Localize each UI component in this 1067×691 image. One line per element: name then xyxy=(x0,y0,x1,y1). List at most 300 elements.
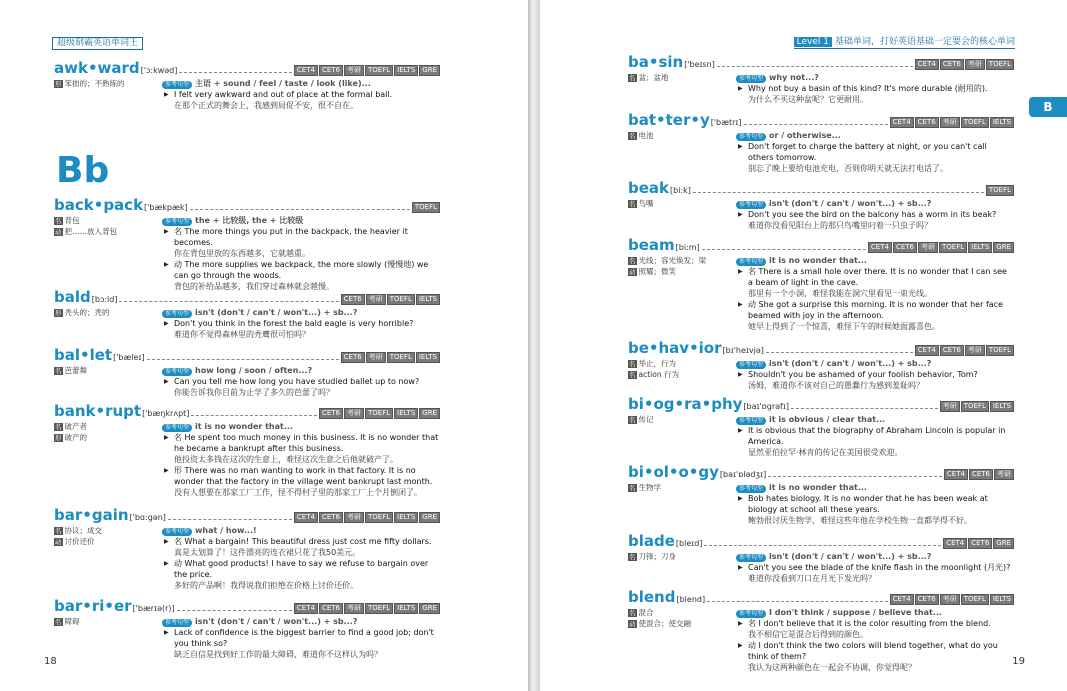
headword[interactable]: bal•let xyxy=(54,346,113,364)
sense xyxy=(628,618,736,629)
exam-tag: TOEFL xyxy=(961,401,989,412)
exam-tag: IELTS xyxy=(394,603,418,614)
sense-text: 刀锋；刀身 xyxy=(638,552,676,561)
entry-headline xyxy=(628,235,1014,253)
book-title-header: 超级制霸英语单词王 xyxy=(52,37,143,50)
part-of-speech: 动 xyxy=(55,228,62,236)
entry-content xyxy=(736,482,1014,526)
example-english: ▶ 名 There is a small hole over there. It is no wonder that I can see a beam of light in the cave. xyxy=(748,267,1007,287)
headword[interactable]: bald xyxy=(54,288,91,306)
leader-dots xyxy=(791,408,938,409)
entry-content xyxy=(736,551,1014,584)
example xyxy=(162,536,440,558)
senses xyxy=(54,78,162,111)
leader-dots xyxy=(177,610,292,611)
example-chinese: 缺乏自信是找到好工作的最大障碍，难道你不这样认为吗？ xyxy=(174,650,382,659)
entry-body xyxy=(54,616,440,660)
exam-tag: CET6 xyxy=(341,352,365,363)
exam-tag: CET4 xyxy=(294,65,318,76)
exam-tag: IELTS xyxy=(416,352,440,363)
pattern-badge: 参考句型 xyxy=(736,554,766,562)
exam-tags xyxy=(940,401,1014,412)
senses xyxy=(628,358,736,391)
exam-tags xyxy=(943,538,1014,549)
dictionary-entry xyxy=(54,287,440,340)
part-of-speech: 形 xyxy=(55,80,62,88)
exam-tag: TOEFL xyxy=(986,345,1014,356)
example-chinese: 难道你没看到刀口在月光下发光吗？ xyxy=(748,574,876,583)
example-english: ▶ Can you tell me how long you have studied ballet up to now? xyxy=(174,377,420,386)
level-title: 基础单词，打好英语基础一定要会的核心单词 xyxy=(834,37,1015,47)
pattern-text: isn't (don't / can't / won't...) + sb...? xyxy=(769,359,932,368)
example-chinese: 他投资太多钱在这次的生意上，难怪这次生意之后他就破产了。 xyxy=(174,455,398,464)
entry-headline xyxy=(54,287,440,305)
pattern-text: or / otherwise... xyxy=(769,131,841,140)
example xyxy=(162,226,440,259)
exam-tags xyxy=(890,117,1014,128)
example-english: ▶ 名 What a bargain! This beautiful dress just cost me fifty dollars. xyxy=(174,537,432,546)
dictionary-entry xyxy=(628,178,1014,231)
exam-tag: GRE xyxy=(419,408,440,419)
exam-tag: 考研 xyxy=(994,469,1014,480)
exam-tags xyxy=(944,469,1014,480)
headword[interactable]: beam xyxy=(628,236,675,254)
example xyxy=(736,141,1014,174)
sense xyxy=(54,616,162,627)
left-page xyxy=(0,0,528,691)
example-chinese: 在那个正式的舞会上，我感到局促不安，很不自在。 xyxy=(174,101,358,110)
pattern-badge: 参考句型 xyxy=(162,424,192,432)
sense xyxy=(628,255,736,266)
exam-tags xyxy=(868,242,1014,253)
sentence-pattern xyxy=(162,525,440,536)
exam-tag: TOEFL xyxy=(365,603,393,614)
pattern-text: why not...? xyxy=(769,73,819,82)
example xyxy=(162,432,440,465)
phonetic: ['bækpæk] xyxy=(144,203,188,212)
headword[interactable]: back•pack xyxy=(54,196,144,214)
example xyxy=(736,618,1014,640)
entry-body xyxy=(54,525,440,591)
exam-tag: TOEFL xyxy=(412,202,440,213)
example xyxy=(736,562,1014,584)
exam-tag: IELTS xyxy=(394,408,418,419)
exam-tag: CET6 xyxy=(968,538,992,549)
entry-body xyxy=(628,358,1014,391)
pattern-badge: 参考句型 xyxy=(736,133,766,141)
sense-text: 光线；容光焕发；梁 xyxy=(638,256,706,265)
sentence-pattern xyxy=(736,358,1014,369)
phonetic: ['bærɪə(r)] xyxy=(132,604,175,613)
exam-tags xyxy=(294,512,440,523)
senses xyxy=(628,482,736,526)
exam-tag: TOEFL xyxy=(961,117,989,128)
exam-tag: TOEFL xyxy=(986,185,1014,196)
sense xyxy=(54,421,162,432)
senses xyxy=(628,130,736,174)
sense xyxy=(628,358,736,369)
exam-tag: 考研 xyxy=(366,352,386,363)
entry-content xyxy=(736,198,1014,231)
entry-headline xyxy=(54,505,440,523)
pattern-text: isn't (don't / can't / won't...) + sb...? xyxy=(195,308,358,317)
part-of-speech: 名 xyxy=(55,618,62,626)
entry-headline xyxy=(628,52,1014,70)
section-letter: Bb xyxy=(56,150,110,191)
sense-text: 障碍 xyxy=(64,617,80,626)
entry-headline xyxy=(54,401,440,419)
sentence-pattern xyxy=(162,616,440,627)
sentence-pattern xyxy=(162,365,440,376)
exam-tag: CET4 xyxy=(944,469,968,480)
entry-body xyxy=(54,421,440,498)
entry-body xyxy=(54,307,440,340)
example xyxy=(736,369,1014,391)
dictionary-entry xyxy=(628,394,1014,458)
dictionary-entry xyxy=(628,52,1014,105)
entry-body xyxy=(628,130,1014,174)
entry-content xyxy=(162,421,440,498)
pattern-badge: 参考句型 xyxy=(736,610,766,618)
sentence-pattern xyxy=(736,414,1014,425)
headword[interactable]: bi•ol•o•gy xyxy=(628,463,719,481)
exam-tag: GRE xyxy=(993,538,1014,549)
exam-tag: IELTS xyxy=(394,512,418,523)
leader-dots xyxy=(179,72,292,73)
phonetic: ['bætrɪ] xyxy=(710,118,742,127)
part-of-speech: 形 xyxy=(55,434,62,442)
sentence-pattern xyxy=(736,198,1014,209)
entry-content xyxy=(162,616,440,660)
exam-tag: 考研 xyxy=(344,603,364,614)
headword[interactable]: bi•og•ra•phy xyxy=(628,395,743,413)
exam-tag: CET4 xyxy=(890,117,914,128)
exam-tag: CET6 xyxy=(940,59,964,70)
exam-tag: CET6 xyxy=(341,294,365,305)
exam-tags xyxy=(341,352,440,363)
phonetic: ['bæŋkrʌpt] xyxy=(142,409,190,418)
sentence-pattern xyxy=(736,255,1014,266)
exam-tag: 考研 xyxy=(918,242,938,253)
example-chinese: 她早上得到了一个惊喜，难怪下午的时候她面露喜色。 xyxy=(748,322,940,331)
level-header xyxy=(794,37,1015,49)
sense xyxy=(54,78,162,89)
pattern-badge: 参考句型 xyxy=(162,619,192,627)
pattern-text: isn't (don't / can't / won't...) + sb...? xyxy=(769,199,932,208)
example-english: ▶ Don't you think in the forest the bald eagle is very horrible? xyxy=(174,319,414,328)
entry-content xyxy=(162,215,440,292)
senses xyxy=(628,72,736,105)
page-number: 18 xyxy=(44,656,57,667)
example-english: ▶ 动 The more supplies we backpack, the more slowly (慢慢地) we can go through the woods. xyxy=(174,260,429,280)
example-chinese: 我认为这两种颜色在一起会不协调，你觉得呢？ xyxy=(748,663,916,672)
book-spine xyxy=(528,0,540,691)
pattern-badge: 参考句型 xyxy=(162,81,192,89)
entry-content xyxy=(736,607,1014,673)
sentence-pattern xyxy=(162,307,440,318)
letter-tab[interactable]: B xyxy=(1029,97,1067,117)
exam-tag: CET6 xyxy=(319,65,343,76)
exam-tag: CET6 xyxy=(915,117,939,128)
exam-tag: TOEFL xyxy=(387,294,415,305)
pattern-text: it is obvious / clear that... xyxy=(769,415,886,424)
exam-tag: 考研 xyxy=(344,65,364,76)
part-of-speech: 形 xyxy=(55,309,62,317)
exam-tags xyxy=(890,594,1014,605)
dictionary-entry xyxy=(54,505,440,591)
exam-tag: IELTS xyxy=(990,117,1014,128)
example xyxy=(162,89,440,111)
sense xyxy=(54,536,162,547)
example xyxy=(736,83,1014,105)
example-english: ▶ Don't you see the bird on the balcony has a worm in its beak? xyxy=(748,210,997,219)
example xyxy=(736,640,1014,673)
exam-tag: GRE xyxy=(993,242,1014,253)
pattern-text: isn't (don't / can't / won't...) + sb...? xyxy=(769,552,932,561)
sense-text: 电池 xyxy=(638,131,654,140)
example-english: ▶ 名 I don't believe that it is the color resulting from the blend. xyxy=(748,619,991,628)
sentence-pattern xyxy=(162,215,440,226)
entry-body xyxy=(628,414,1014,458)
leader-dots xyxy=(766,352,913,353)
exam-tag: IELTS xyxy=(990,401,1014,412)
example-english: ▶ 动 What good products! I have to say we refuse to bargain over the price. xyxy=(174,559,429,579)
example xyxy=(162,318,440,340)
sense xyxy=(628,72,736,83)
leader-dots xyxy=(191,415,317,416)
entry-headline xyxy=(628,587,1014,605)
exam-tag: 考研 xyxy=(344,512,364,523)
sense-text: 讨价还价 xyxy=(64,537,95,546)
phonetic: [bɔ:ld] xyxy=(91,295,118,304)
entry-content xyxy=(162,307,440,340)
example-english: ▶ 动 She got a surprise this morning. It is no wonder that her face beamed with joy in the afternoon. xyxy=(748,300,1003,320)
sentence-pattern xyxy=(736,72,1014,83)
part-of-speech: 动 xyxy=(629,268,636,276)
exam-tag: CET4 xyxy=(294,512,318,523)
sense-text: 鸟嘴 xyxy=(638,199,654,208)
dictionary-entry xyxy=(628,235,1014,332)
leader-dots xyxy=(147,359,339,360)
part-of-speech: 名 xyxy=(629,360,636,368)
example xyxy=(162,465,440,498)
exam-tag: 考研 xyxy=(940,117,960,128)
part-of-speech: 名 xyxy=(629,132,636,140)
sense-text: 协议；成交 xyxy=(64,526,102,535)
sense-text: 破产的 xyxy=(64,433,87,442)
exam-tag: TOEFL xyxy=(365,512,393,523)
example-chinese: 别忘了晚上要给电池充电，否则你明天就无法打电话了。 xyxy=(748,164,948,173)
pattern-badge: 参考句型 xyxy=(162,218,192,226)
part-of-speech: 名 xyxy=(55,367,62,375)
entry-body xyxy=(54,78,440,111)
headword[interactable]: be•hav•ior xyxy=(628,339,722,357)
sense-text: 举止，行为 xyxy=(638,359,676,368)
dictionary-entry xyxy=(54,195,440,292)
entry-content xyxy=(162,525,440,591)
pattern-badge: 参考句型 xyxy=(736,258,766,266)
sense-text: 使混合；使交融 xyxy=(638,619,691,628)
entry-content xyxy=(736,255,1014,332)
exam-tags xyxy=(915,59,1014,70)
sense xyxy=(628,414,736,425)
part-of-speech: 名 xyxy=(629,416,636,424)
exam-tag: TOEFL xyxy=(961,594,989,605)
entry-content xyxy=(736,358,1014,391)
sense-text: 盆；盆地 xyxy=(638,73,669,82)
dictionary-entry xyxy=(54,345,440,398)
phonetic: [bi:k] xyxy=(670,186,691,195)
exam-tags xyxy=(294,65,440,76)
sense xyxy=(54,525,162,536)
headword[interactable]: bar•gain xyxy=(54,506,129,524)
headword[interactable]: blend xyxy=(628,588,676,606)
example-english: ▶ Shouldn't you be ashamed of your foolish behavior, Tom? xyxy=(748,370,978,379)
exam-tag: IELTS xyxy=(394,65,418,76)
sentence-pattern xyxy=(162,78,440,89)
part-of-speech: 名 xyxy=(629,553,636,561)
exam-tag: 考研 xyxy=(940,401,960,412)
entry-headline xyxy=(628,338,1014,356)
pattern-badge: 参考句型 xyxy=(736,75,766,83)
pattern-badge: 参考句型 xyxy=(162,528,192,536)
entry-body xyxy=(628,482,1014,526)
dictionary-entry xyxy=(628,338,1014,391)
entry-headline xyxy=(54,596,440,614)
exam-tag: CET6 xyxy=(893,242,917,253)
exam-tag: CET6 xyxy=(319,603,343,614)
phonetic: ['bɑ:gən] xyxy=(129,513,166,522)
sense xyxy=(54,432,162,443)
exam-tags xyxy=(412,202,440,213)
senses xyxy=(628,255,736,332)
example-english: ▶ Bob hates biology. It is no wonder that he has been weak at biology at school all these years. xyxy=(748,494,988,514)
exam-tag: 考研 xyxy=(344,408,364,419)
part-of-speech: 名 xyxy=(629,371,636,379)
exam-tag: CET6 xyxy=(940,345,964,356)
phonetic: [baɪ'ɒgrəfɪ] xyxy=(743,402,789,411)
entry-headline xyxy=(628,110,1014,128)
entry-headline xyxy=(54,195,440,213)
exam-tag: GRE xyxy=(419,603,440,614)
headword[interactable]: awk•ward xyxy=(54,59,140,77)
sense-text: action 行为 xyxy=(638,370,679,379)
level-label: Level 1 xyxy=(794,37,832,47)
phonetic: [bleɪd] xyxy=(675,539,703,548)
phonetic: ['beɪsn] xyxy=(684,60,715,69)
exam-tag: TOEFL xyxy=(939,242,967,253)
exam-tag: GRE xyxy=(419,512,440,523)
sentence-pattern xyxy=(162,421,440,432)
sense xyxy=(54,215,162,226)
phonetic: [baɪ'ɒlədʒɪ] xyxy=(719,470,767,479)
entry-body xyxy=(54,215,440,292)
headword[interactable]: ba•sin xyxy=(628,53,684,71)
example-chinese: 你能告诉我你目前为止学了多久的芭蕾了吗？ xyxy=(174,388,334,397)
leader-dots xyxy=(190,209,410,210)
entry-body xyxy=(628,198,1014,231)
leader-dots xyxy=(168,519,292,520)
page-number: 19 xyxy=(1012,656,1025,667)
sense-text: 秃头的；秃的 xyxy=(64,308,110,317)
pattern-text: it is no wonder that... xyxy=(195,422,293,431)
example-english: ▶ 名 The more things you put in the backpack, the heavier it becomes. xyxy=(174,227,408,247)
example xyxy=(162,376,440,398)
part-of-speech: 名 xyxy=(55,527,62,535)
entry-content xyxy=(736,72,1014,105)
leader-dots xyxy=(717,66,913,67)
entry-headline xyxy=(628,531,1014,549)
sense xyxy=(628,482,736,493)
phonetic: ['bæleɪ] xyxy=(113,353,145,362)
example-chinese: 汤姆，难道你不该对自己的愚蠢行为感到羞耻吗？ xyxy=(748,381,924,390)
senses xyxy=(54,525,162,591)
example-english: ▶ It is obvious that the biography of Abraham Lincoln is popular in America. xyxy=(748,426,1006,446)
example-english: ▶ I felt very awkward and out of place at the formal ball. xyxy=(174,90,393,99)
exam-tag: CET4 xyxy=(890,594,914,605)
sense xyxy=(628,198,736,209)
sense-text: 芭蕾舞 xyxy=(64,366,87,375)
example xyxy=(162,558,440,591)
exam-tags xyxy=(294,603,440,614)
entry-headline xyxy=(54,345,440,363)
exam-tag: CET6 xyxy=(319,408,343,419)
example-chinese: 你在背包里放的东西越多，它就越重。 xyxy=(174,249,310,258)
senses xyxy=(54,215,162,292)
headword[interactable]: beak xyxy=(628,179,670,197)
leader-dots xyxy=(768,476,942,477)
exam-tag: IELTS xyxy=(968,242,992,253)
phonetic: [bi:m] xyxy=(675,243,700,252)
exam-tag: 考研 xyxy=(940,594,960,605)
pattern-text: isn't (don't / can't / won't...) + sb...? xyxy=(195,617,358,626)
example xyxy=(162,627,440,660)
pattern-text: how long / soon / often...? xyxy=(195,366,313,375)
dictionary-entry xyxy=(54,596,440,660)
entry-content xyxy=(736,414,1014,458)
phonetic: ['ɔ:kwəd] xyxy=(140,66,178,75)
example-chinese: 为什么不买这种盆呢？它更耐用。 xyxy=(748,95,868,104)
part-of-speech: 名 xyxy=(629,200,636,208)
part-of-speech: 名 xyxy=(55,217,62,225)
sense xyxy=(628,266,736,277)
example-english: ▶ 名 He spent too much money in this business. It is no wonder that he became a bankrupt after this business. xyxy=(174,433,439,453)
phonetic: [bɪ'heɪvjə] xyxy=(722,346,764,355)
headword[interactable]: bar•ri•er xyxy=(54,597,132,615)
example-chinese: 难道你没看见阳台上的那只鸟嘴里叼着一只虫子吗？ xyxy=(748,221,932,230)
right-page xyxy=(540,0,1067,691)
example-english: ▶ 形 There was no man wanting to work in that factory. It is no wonder that the factory in the village went bankrupt last month. xyxy=(174,466,433,486)
exam-tag: CET6 xyxy=(915,594,939,605)
pattern-badge: 参考句型 xyxy=(162,368,192,376)
exam-tag: CET6 xyxy=(319,512,343,523)
headword[interactable]: blade xyxy=(628,532,675,550)
example-chinese: 真是太划算了！这件漂亮的连衣裙只花了我50美元。 xyxy=(174,548,361,557)
example-english: ▶ 动 I don't think the two colors will blend together, what do you think of them? xyxy=(748,641,998,661)
example-chinese: 我不相信它是混合后得到的颜色。 xyxy=(748,630,868,639)
example-chinese: 没有人想要在那家工厂工作，怪不得村子里的那家工厂上个月倒闭了。 xyxy=(174,488,422,497)
sentence-pattern xyxy=(736,551,1014,562)
headword[interactable]: bat•ter•y xyxy=(628,111,710,129)
exam-tag: TOEFL xyxy=(387,352,415,363)
senses xyxy=(628,414,736,458)
pattern-text: what / how...! xyxy=(195,526,257,535)
example xyxy=(736,425,1014,458)
headword[interactable]: bank•rupt xyxy=(54,402,142,420)
pattern-text: I don't think / suppose / believe that... xyxy=(769,608,942,617)
sentence-pattern xyxy=(736,607,1014,618)
leader-dots xyxy=(744,124,888,125)
